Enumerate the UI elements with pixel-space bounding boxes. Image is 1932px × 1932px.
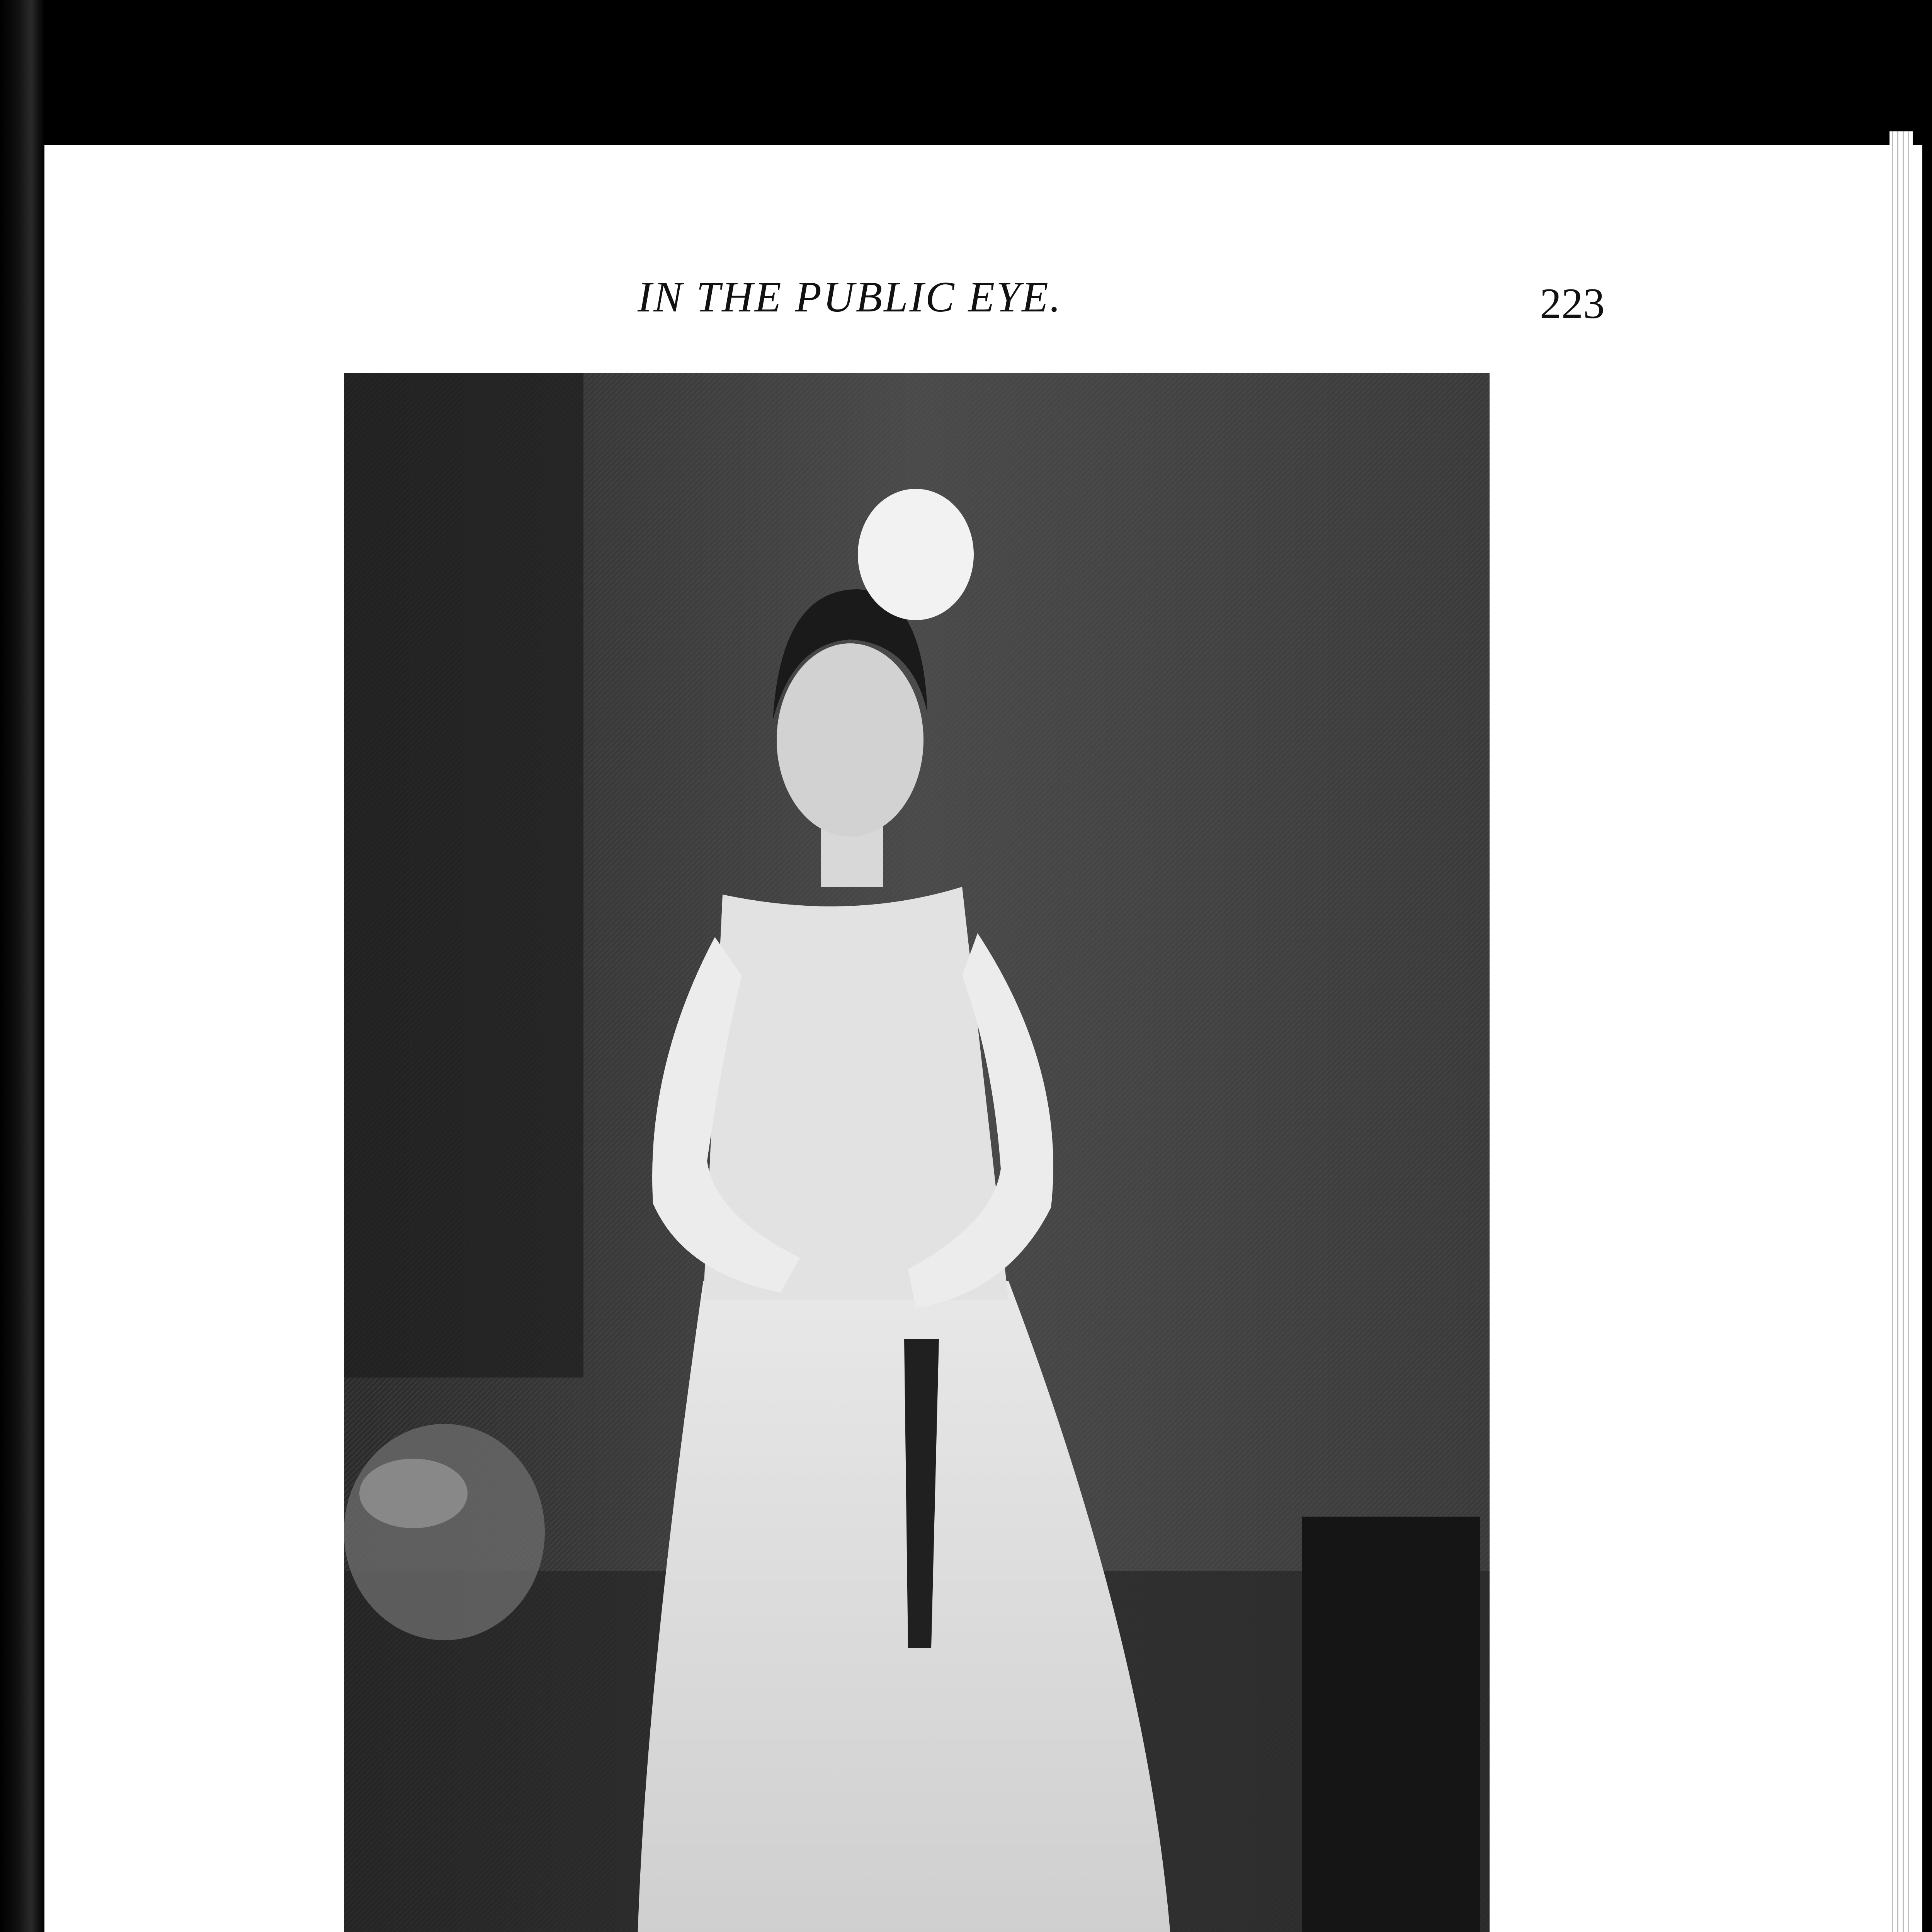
running-title: IN THE PUBLIC EYE.: [638, 273, 1062, 321]
page-number: 223: [1540, 280, 1605, 328]
page-binding-edge: [0, 0, 44, 1932]
page-stack-edge: [1889, 131, 1913, 1932]
portrait-photograph: [344, 373, 1490, 1932]
